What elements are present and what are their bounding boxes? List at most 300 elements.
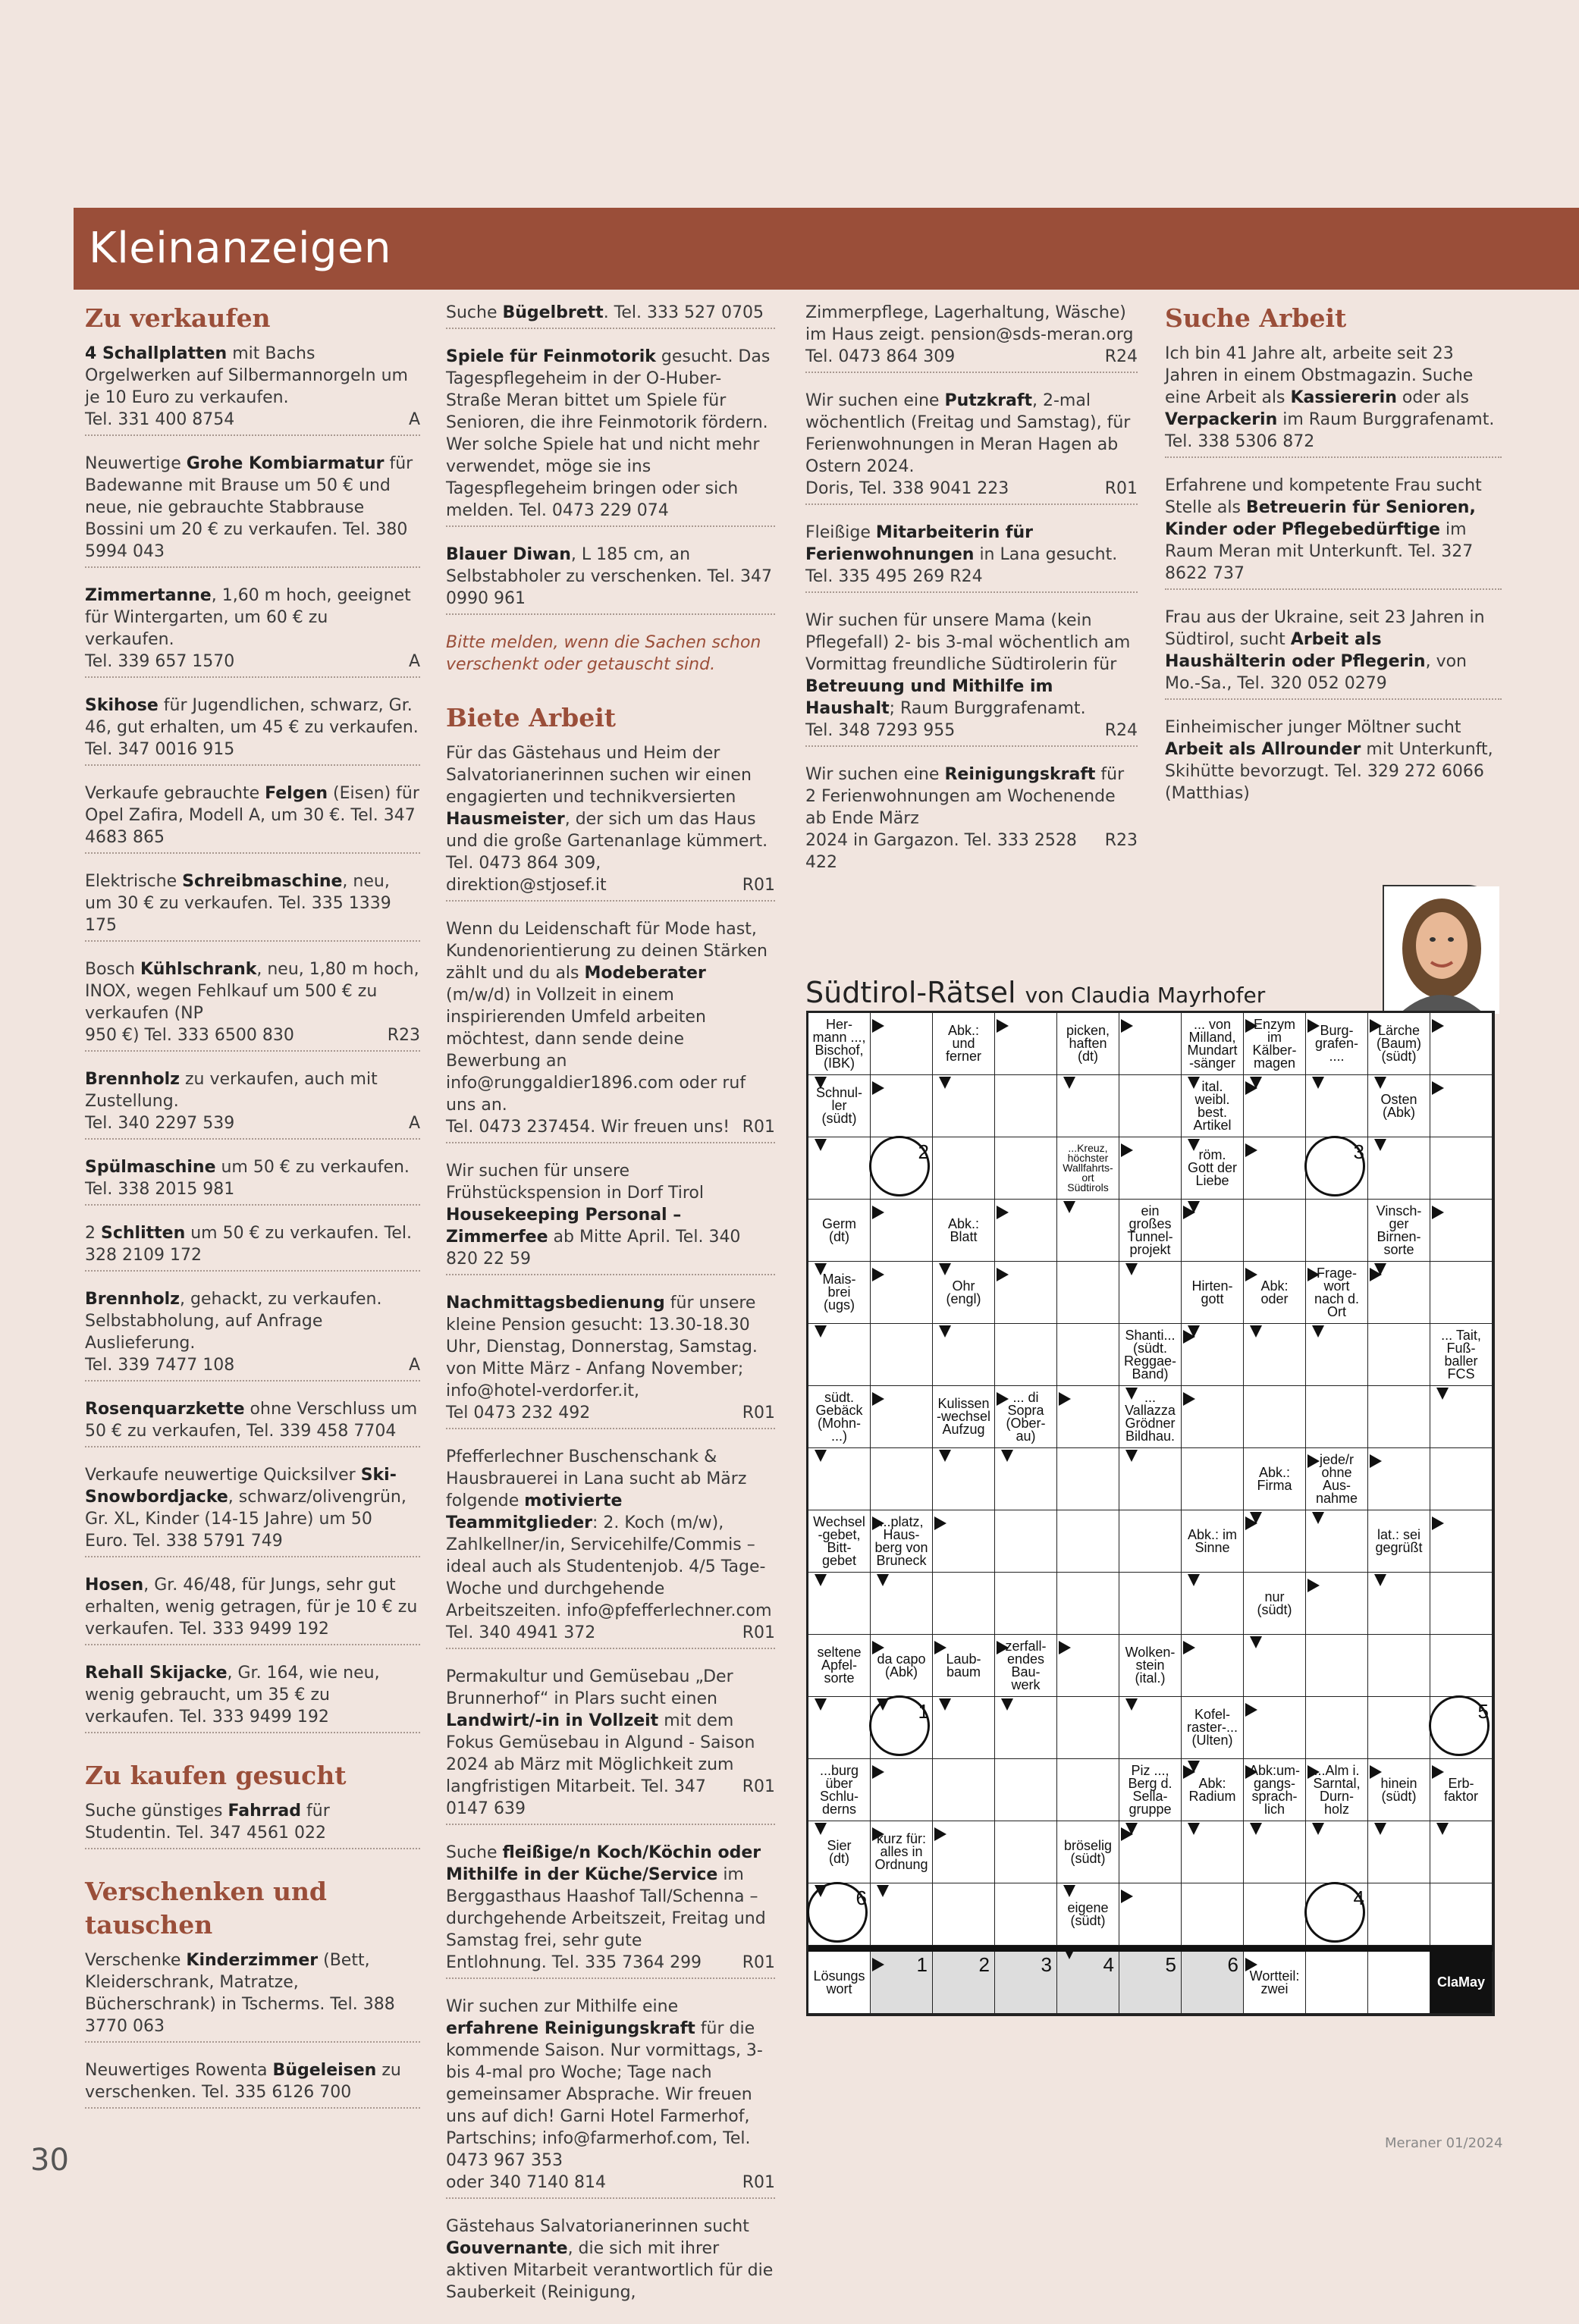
arrow-right-icon	[1245, 1268, 1257, 1281]
answer-cell[interactable]	[1244, 1386, 1306, 1448]
arrow-down-icon	[815, 1077, 827, 1089]
classified-ad	[446, 1446, 775, 1649]
answer-cell[interactable]	[1306, 1200, 1368, 1262]
heading-verschenken: Verschenken und tauschen	[85, 1877, 328, 1940]
ad-text: Verkaufe neuwertige Quicksilver Ski-Snowbordjacke, schwarz/olivengrün, Gr. XL, Kinder (14-15 Jahre) um 50 Euro. Tel. 338 5791 749	[85, 1466, 407, 1551]
classified-ad	[446, 1292, 775, 1429]
arrow-right-icon	[1370, 1765, 1382, 1779]
arrow-right-icon	[1370, 1268, 1382, 1281]
ad-code: R01	[742, 876, 775, 895]
ad-text: Gästehaus Salvatorianerinnen sucht Gouvernante, die sich mit ihrer aktiven Mitarbeit verantwortlich für die Sauberkeit (Reinigung,	[446, 2217, 774, 2302]
ad-text: Ich bin 41 Jahre alt, arbeite seit 23 Jahren in einem Obstmagazin. Suche eine Arbeit als Kassiererin oder als Verpackerin im Raum Burggrafenamt. Tel. 338 5306 872	[1165, 344, 1495, 451]
ad-contact-row	[446, 1952, 775, 1974]
answer-cell[interactable]	[1057, 1759, 1119, 1821]
ad-text: 4 Schallplatten mit Bachs Orgelwerken auf Silbermannorgeln um je 10 Euro zu verkaufen.	[85, 344, 408, 407]
ad-keyword: Gouvernante	[446, 2239, 568, 2258]
ad-text: Suche fleißige/n Koch/Köchin oder Mithilfe in der Küche/Service im Berggasthaus Haashof Tall/Schenna – durchgehende Arbeitszeit, Freitag und Samstag frei, sehr gute	[446, 1843, 766, 1950]
answer-cell[interactable]	[995, 1883, 1057, 1946]
arrow-right-icon	[872, 1268, 884, 1281]
ad-code: R24	[1104, 347, 1138, 366]
ad-text: Verkaufe gebrauchte Felgen (Eisen) für Opel Zafira, Modell A, um 30 €. Tel. 347 4683 865	[85, 784, 419, 847]
arrow-right-icon	[1307, 1268, 1320, 1281]
ad-code: R01	[742, 1623, 775, 1642]
ad-contact: Tel. 348 7293 955	[805, 721, 956, 740]
classified-ad	[85, 1949, 420, 2043]
arrow-down-icon	[1063, 1077, 1075, 1089]
clue-cell: ... Tait, Fuß- baller FCS	[1430, 1324, 1493, 1386]
ad-text: Für das Gästehaus und Heim der Salvatorianerinnen suchen wir einen engagierten und technikversierten Hausmeister, der sich um das Haus und die große Gartenanlage kümmert. Tel. 0473 864 309,	[446, 744, 768, 873]
clue-cell: Kofel- raster-... (Ulten)	[1182, 1697, 1244, 1759]
classified-ad	[805, 390, 1138, 505]
arrow-down-icon	[1374, 1139, 1386, 1151]
classified-ad	[446, 1996, 775, 2199]
arrow-down-icon	[815, 1325, 827, 1338]
arrow-right-icon	[934, 1827, 946, 1841]
solution-label: Lösungs wort	[808, 1952, 871, 2014]
answer-cell[interactable]	[1057, 1262, 1119, 1324]
answer-cell[interactable]	[1182, 1883, 1244, 1946]
ad-contact: Tel. 340 2297 539	[85, 1114, 235, 1133]
ad-code: A	[408, 410, 420, 429]
classified-ad	[85, 1398, 420, 1447]
answer-cell[interactable]	[933, 1573, 995, 1635]
clue-cell: da capo (Abk)	[871, 1635, 933, 1697]
arrow-down-icon	[939, 1450, 951, 1462]
arrow-down-icon	[1063, 1885, 1075, 1897]
arrow-right-icon	[1245, 1958, 1257, 1971]
clue-cell: Abk.: im Sinne	[1182, 1510, 1244, 1573]
ad-contact-row	[446, 1402, 775, 1424]
arrow-right-icon	[997, 1206, 1009, 1219]
answer-cell[interactable]	[1368, 1697, 1430, 1759]
clue-cell: südt. Gebäck (Mohn- ...)	[808, 1386, 871, 1448]
ad-text: Permakultur und Gemüsebau „Der Brunnerhof“ in Plars sucht einen Landwirt/-in in Vollzeit mit dem Fokus Gemüsebau in Algund - Saison 2024 ab März mit Möglichkeit zum	[446, 1667, 755, 1774]
answer-cell[interactable]	[995, 1573, 1057, 1635]
answer-cell[interactable]	[933, 1883, 995, 1946]
arrow-down-icon	[1374, 1574, 1386, 1586]
clue-cell: Hirten- gott	[1182, 1262, 1244, 1324]
ads-zu-verkaufen	[85, 343, 420, 1733]
classified-ad	[85, 1068, 420, 1140]
solution-number: 3	[1041, 1953, 1052, 1976]
arrow-right-icon	[872, 1019, 884, 1033]
notice-text: Bitte melden, wenn die Sachen schon verschenkt oder getauscht sind.	[446, 633, 761, 674]
clue-cell: ein großes Tunnel- projekt	[1119, 1200, 1182, 1262]
classified-ad	[85, 958, 420, 1052]
arrow-right-icon	[934, 1516, 946, 1530]
ad-keyword: Nachmittagsbedienung	[446, 1294, 665, 1313]
clue-cell: nur (südt)	[1244, 1573, 1306, 1635]
ad-keyword: 4 Schallplatten	[85, 344, 228, 363]
arrow-right-icon	[934, 1641, 946, 1654]
ad-contact: Tel. 339 7477 108	[85, 1356, 235, 1375]
ad-contact: 2024 in Gargazon. Tel. 333 2528 422	[805, 831, 1077, 872]
column-3	[805, 302, 1138, 894]
answer-cell[interactable]	[1306, 1635, 1368, 1697]
answer-cell[interactable]	[933, 1759, 995, 1821]
ad-keyword: Landwirt/-in in Vollzeit	[446, 1711, 659, 1730]
solution-index: 6	[855, 1886, 867, 1909]
ad-code: R01	[742, 1403, 775, 1422]
arrow-down-icon	[1188, 1823, 1200, 1835]
answer-cell[interactable]	[1430, 1137, 1493, 1200]
solution-number: 6	[1227, 1953, 1238, 1976]
arrow-right-icon	[1432, 1765, 1444, 1779]
classified-ad	[85, 783, 420, 854]
clue-cell: Wechsel -gebet, Bitt- gebet	[808, 1510, 871, 1573]
ad-keyword: Schlitten	[101, 1224, 186, 1243]
answer-cell[interactable]	[1430, 1448, 1493, 1510]
answer-cell[interactable]	[1368, 1635, 1430, 1697]
ad-text: Elektrische Schreibmaschine, neu, um 30 € zu verkaufen. Tel. 335 1339 175	[85, 872, 391, 935]
classified-ad	[446, 1842, 775, 1979]
ad-keyword: Kassiererin	[1290, 388, 1397, 407]
clue-cell: Lärche (Baum) (südt)	[1368, 1013, 1430, 1075]
arrow-down-icon	[1436, 1823, 1449, 1835]
classified-ad	[85, 343, 420, 436]
ad-text: Skihose für Jugendlichen, schwarz, Gr. 46, gut erhalten, um 45 € zu verkaufen. Tel. 347 0016 915	[85, 696, 419, 759]
arrow-right-icon	[1370, 1019, 1382, 1033]
answer-cell[interactable]	[1182, 1448, 1244, 1510]
ad-keyword: erfahrene Reinigungskraft	[446, 2019, 695, 2038]
answer-cell[interactable]	[1430, 1262, 1493, 1324]
ad-contact-row	[805, 830, 1138, 873]
arrow-down-icon	[815, 1263, 827, 1275]
arrow-right-icon	[1245, 1703, 1257, 1717]
column-2	[446, 302, 775, 2324]
answer-cell[interactable]	[995, 1324, 1057, 1386]
clue-cell: ... di Sopra (Ober- au)	[995, 1386, 1057, 1448]
clue-cell: Sier (dt)	[808, 1821, 871, 1883]
ad-keyword: fleißige/n Koch/Köchin oder Mithilfe in der Küche/Service	[446, 1843, 761, 1884]
clue-cell: Osten (Abk)	[1368, 1075, 1430, 1137]
clue-cell: Frage- wort nach d. Ort	[1306, 1262, 1368, 1324]
answer-cell[interactable]	[1244, 1200, 1306, 1262]
arrow-down-icon	[1125, 1263, 1138, 1275]
ad-keyword: Reinigungskraft	[944, 765, 1096, 784]
arrow-down-icon	[815, 1450, 827, 1462]
classified-ad	[805, 764, 1138, 877]
clue-cell: Enzym im Kälber- magen	[1244, 1013, 1306, 1075]
solution-cell	[1119, 1952, 1182, 2014]
ad-contact-row	[446, 1622, 775, 1644]
classified-ad	[1165, 607, 1502, 700]
ad-contact: Tel. 0473 864 309	[805, 347, 956, 366]
ad-code: A	[408, 1356, 420, 1375]
arrow-right-icon	[1121, 1019, 1133, 1033]
ad-keyword: Skihose	[85, 696, 159, 715]
arrow-down-icon	[1312, 1512, 1324, 1524]
ads-suche-arbeit	[1165, 343, 1502, 808]
answer-cell[interactable]	[1119, 1075, 1182, 1137]
ad-keyword: Rosenquarzkette	[85, 1400, 245, 1419]
arrow-down-icon	[1188, 1077, 1200, 1089]
arrow-down-icon	[877, 1698, 889, 1711]
arrow-right-icon	[1432, 1206, 1444, 1219]
arrow-down-icon	[939, 1698, 951, 1711]
arrow-right-icon	[1183, 1330, 1195, 1344]
ad-text: Wir suchen zur Mithilfe eine erfahrene Reinigungskraft für die kommende Saison. Nur vormittags, 3- bis 4-mal pro Woche; Tage nach gemeinsamer Absprache. Wir freuen uns auf dich! Garni Hotel Farmerhof, Partschins; info@farmerhof.com, Tel. 0473 967 353	[446, 1997, 763, 2170]
ads-biete-arbeit	[446, 742, 775, 2307]
arrow-right-icon	[1432, 1516, 1444, 1530]
clue-cell: hinein (südt)	[1368, 1759, 1430, 1821]
ad-text: Wir suchen für unsere Frühstückspension in Dorf Tirol Housekeeping Personal – Zimmerfee ab Mitte April. Tel. 340 820 22 59	[446, 1162, 741, 1269]
clue-cell: eigene (südt)	[1057, 1883, 1119, 1946]
solution-cell	[1182, 1952, 1244, 2014]
answer-cell[interactable]	[1057, 1324, 1119, 1386]
ad-contact: Tel. 340 4941 372	[446, 1623, 596, 1642]
solution-divider	[808, 1946, 1493, 1952]
ad-text: 2 Schlitten um 50 € zu verkaufen. Tel. 328 2109 172	[85, 1224, 413, 1265]
clue-cell: Laub- baum	[933, 1635, 995, 1697]
ad-keyword: Mitarbeiterin für Ferienwohnungen	[805, 523, 1033, 564]
ads-zu-kaufen	[85, 1800, 420, 1849]
solution-number: 1	[916, 1953, 928, 1976]
classified-ad	[1165, 343, 1502, 458]
answer-cell[interactable]	[871, 1137, 933, 1200]
answer-cell[interactable]	[995, 1821, 1057, 1883]
clue-cell: Abk.: Firma	[1244, 1448, 1306, 1510]
ad-keyword: Felgen	[265, 784, 328, 803]
ad-contact-row	[85, 651, 420, 673]
arrow-right-icon	[997, 1392, 1009, 1406]
arrow-right-icon	[872, 1081, 884, 1095]
ad-contact: langfristigen Mitarbeit. Tel. 347 0147 639	[446, 1777, 706, 1818]
arrow-right-icon	[1432, 1081, 1444, 1095]
answer-cell[interactable]	[1306, 1386, 1368, 1448]
section-banner	[74, 208, 1579, 290]
ad-contact-row	[805, 346, 1138, 368]
classified-ad	[85, 453, 420, 568]
ad-keyword: Kühlschrank	[140, 960, 257, 979]
answer-cell[interactable]	[995, 1510, 1057, 1573]
clue-cell: Abk: Radium	[1182, 1759, 1244, 1821]
ad-keyword: Spiele für Feinmotorik	[446, 347, 656, 366]
arrow-right-icon	[1307, 1579, 1320, 1592]
ad-text: Frau aus der Ukraine, seit 23 Jahren in Südtirol, sucht Arbeit als Haushälterin oder Pflegerin, von Mo.-Sa., Tel. 320 052 0279	[1165, 608, 1485, 693]
classified-ad	[446, 918, 775, 1143]
page-title: Kleinanzeigen	[89, 224, 391, 273]
clue-cell: zerfall- endes Bau- werk	[995, 1635, 1057, 1697]
answer-cell[interactable]	[1306, 1697, 1368, 1759]
clue-cell: kurz für: alles in Ordnung	[871, 1821, 933, 1883]
solution-cell	[1057, 1952, 1119, 2014]
arrow-down-icon	[815, 1885, 827, 1897]
arrow-down-icon	[1374, 1077, 1386, 1089]
arrow-right-icon	[1059, 1641, 1071, 1654]
arrow-right-icon	[1121, 1143, 1133, 1157]
clue-cell: Erb- faktor	[1430, 1759, 1493, 1821]
ad-contact: Tel. 331 400 8754	[85, 410, 235, 429]
arrow-down-icon	[1436, 1388, 1449, 1400]
classified-ad	[85, 1574, 420, 1645]
ad-code: R01	[742, 1953, 775, 1972]
ad-text: Suche günstiges Fahrrad für Studentin. Tel. 347 4561 022	[85, 1802, 330, 1843]
ad-keyword: Modeberater	[584, 964, 706, 983]
clue-cell: Burg- grafen- ....	[1306, 1013, 1368, 1075]
arrow-down-icon	[1188, 1574, 1200, 1586]
ad-keyword: Betreuung und Mithilfe im Haushalt	[805, 677, 1053, 718]
ad-text: Zimmertanne, 1,60 m hoch, geeignet für Wintergarten, um 60 € zu verkaufen.	[85, 586, 411, 649]
arrow-right-icon	[1245, 1765, 1257, 1779]
answer-cell[interactable]	[1057, 1510, 1119, 1573]
solution-number: 2	[978, 1953, 990, 1976]
ad-text: Verschenke Kinderzimmer (Bett, Kleiderschrank, Matratze, Bücherschrank) in Tscherms. Tel. 388 3770 063	[85, 1951, 395, 2036]
answer-cell[interactable]	[1368, 1386, 1430, 1448]
ad-keyword: Housekeeping Personal – Zimmerfee	[446, 1206, 682, 1247]
ad-text: Fleißige Mitarbeiterin für Ferienwohnungen in Lana gesucht. Tel. 335 495 269 R24	[805, 523, 1118, 586]
ad-keyword: Bügeleisen	[272, 2061, 377, 2080]
clue-cell: ...Kreuz, höchster Wallfahrts- ort Südtirols	[1057, 1137, 1119, 1200]
ad-keyword: Blauer Diwan	[446, 545, 571, 564]
arrow-down-icon	[1312, 1325, 1324, 1338]
classified-ad	[85, 1662, 420, 1733]
arrow-down-icon	[939, 1077, 951, 1089]
answer-cell[interactable]	[1368, 1883, 1430, 1946]
ad-keyword: Brennholz	[85, 1290, 180, 1309]
arrow-right-icon	[1245, 1516, 1257, 1530]
answer-cell[interactable]	[995, 1137, 1057, 1200]
arrow-down-icon	[1063, 1201, 1075, 1213]
ad-text: Einheimischer junger Möltner sucht Arbeit als Allrounder mit Unterkunft, Skihütte bevorzugt. Tel. 329 272 6066 (Matthias)	[1165, 718, 1493, 803]
arrow-right-icon	[1307, 1765, 1320, 1779]
clue-cell: seltene Apfel- sorte	[808, 1635, 871, 1697]
arrow-down-icon	[1250, 1325, 1262, 1338]
arrow-right-icon	[1059, 1392, 1071, 1406]
puzzle-title-main: Südtirol-Rätsel	[805, 976, 1016, 1009]
arrow-down-icon	[877, 1574, 889, 1586]
answer-cell[interactable]	[1368, 1952, 1430, 2014]
column-1	[85, 302, 420, 2125]
arrow-down-icon	[939, 1263, 951, 1275]
clue-cell: ital. weibl. best. Artikel	[1182, 1075, 1244, 1137]
arrow-down-icon	[1001, 1450, 1013, 1462]
arrow-right-icon	[1370, 1454, 1382, 1468]
answer-cell[interactable]	[1306, 1137, 1368, 1200]
ad-contact-row	[85, 1112, 420, 1134]
answer-cell[interactable]	[1306, 1883, 1368, 1946]
arrow-down-icon	[815, 1139, 827, 1151]
answer-cell[interactable]	[1430, 1573, 1493, 1635]
clue-cell: jede/r ohne Aus- nahme	[1306, 1448, 1368, 1510]
arrow-right-icon	[872, 1827, 884, 1841]
ad-contact-row	[85, 409, 420, 431]
answer-cell[interactable]	[1119, 1573, 1182, 1635]
answer-cell[interactable]	[995, 1075, 1057, 1137]
ad-keyword: Arbeit als Allrounder	[1165, 740, 1361, 759]
arrow-right-icon	[1121, 1827, 1133, 1841]
ad-contact-row	[85, 1024, 420, 1046]
ad-text: Blauer Diwan, L 185 cm, an Selbstabholer zu verschenken. Tel. 347 0990 961	[446, 545, 773, 608]
answer-cell[interactable]	[1368, 1324, 1430, 1386]
answer-cell[interactable]	[933, 1137, 995, 1200]
answer-cell[interactable]	[1057, 1573, 1119, 1635]
solution-cell	[995, 1952, 1057, 2014]
arrow-down-icon	[1001, 1698, 1013, 1711]
answer-cell[interactable]	[1057, 1697, 1119, 1759]
answer-cell[interactable]	[995, 1759, 1057, 1821]
classified-ad	[446, 2216, 775, 2307]
ad-text: Wir suchen eine Putzkraft, 2-mal wöchentlich (Freitag und Samstag), für Ferienwohnungen in Meran Hagen ab Ostern 2024.	[805, 391, 1131, 476]
arrow-right-icon	[1183, 1392, 1195, 1406]
ad-text: Rosenquarzkette ohne Verschluss um 50 € zu verkaufen, Tel. 339 458 7704	[85, 1400, 418, 1441]
answer-cell[interactable]	[871, 1324, 933, 1386]
answer-cell[interactable]	[1430, 1697, 1493, 1759]
classified-ad	[85, 695, 420, 766]
answer-cell[interactable]	[871, 1448, 933, 1510]
arrow-right-icon	[1183, 1765, 1195, 1779]
answer-cell[interactable]	[1306, 1952, 1368, 2014]
ad-text: Neuwertiges Rowenta Bügeleisen zu verschenken. Tel. 335 6126 700	[85, 2061, 401, 2102]
solution-number: 5	[1165, 1953, 1176, 1976]
ad-contact-row	[446, 1776, 775, 1820]
clue-cell: Schnul- ler (südt)	[808, 1075, 871, 1137]
clue-cell: Abk.: Blatt	[933, 1200, 995, 1262]
arrow-down-icon	[939, 1325, 951, 1338]
ad-code: A	[408, 1114, 420, 1133]
ad-code: R01	[742, 1777, 775, 1796]
heading-zu-verkaufen: Zu verkaufen	[85, 303, 271, 333]
clue-cell: ...Alm i. Sarntal, Durn- holz	[1306, 1759, 1368, 1821]
classified-ad	[85, 1800, 420, 1849]
answer-cell[interactable]	[1119, 1510, 1182, 1573]
ad-contact-row	[446, 1116, 775, 1138]
arrow-down-icon	[1250, 1636, 1262, 1648]
ad-contact: Tel. 339 657 1570	[85, 652, 235, 671]
ad-text: Hosen, Gr. 46/48, für Jungs, sehr gut erhalten, wenig getragen, für je 10 € zu verkaufen. Tel. 333 9499 192	[85, 1576, 418, 1639]
clue-cell: Abk:um- gangs- sprach- lich	[1244, 1759, 1306, 1821]
clue-cell: Germ (dt)	[808, 1200, 871, 1262]
classified-ad	[446, 544, 775, 615]
ad-code: R24	[1104, 721, 1138, 740]
solution-index: 2	[918, 1140, 929, 1163]
answer-cell[interactable]	[1430, 1883, 1493, 1946]
ad-keyword: Fahrrad	[228, 1802, 302, 1821]
answer-cell[interactable]	[1244, 1883, 1306, 1946]
arrow-right-icon	[1121, 1890, 1133, 1903]
ad-text: Wenn du Leidenschaft für Mode hast, Kundenorientierung zu deinen Stärken zählt und du als Modeberater (m/w/d) in Vollzeit in einem inspirierenden Umfeld arbeiten möchtest, dann sende deine Bewerbung an info@runggaldier1896.com oder ruf uns an.	[446, 920, 768, 1115]
ad-keyword: Spülmaschine	[85, 1158, 216, 1177]
ad-code: R23	[1104, 831, 1138, 850]
column-4	[1165, 302, 1502, 825]
ad-text: Spiele für Feinmotorik gesucht. Das Tagespflegeheim in der O-Huber-Straße Meran bittet um Spiele für Senioren, die ihre Feinmotorik fördern. Wer solche Spiele hat und nicht mehr verwendet, möge sie ins Tagespflegeheim bringen oder sich melden. Tel. 0473 229 074	[446, 347, 771, 520]
arrow-right-icon	[1307, 1454, 1320, 1468]
answer-cell[interactable]	[1057, 1448, 1119, 1510]
ad-code: A	[408, 652, 420, 671]
heading-suche-arbeit: Suche Arbeit	[1165, 303, 1347, 333]
page-number: 30	[30, 2143, 69, 2178]
arrow-right-icon	[872, 1958, 884, 1971]
arrow-right-icon	[1307, 1019, 1320, 1033]
clue-cell: Kulissen -wechsel Aufzug	[933, 1386, 995, 1448]
ad-keyword: Kinderzimmer	[186, 1951, 319, 1970]
ad-keyword: Putzkraft	[944, 391, 1032, 410]
ad-keyword: Hosen	[85, 1576, 144, 1595]
ad-contact: Entlohnung. Tel. 335 7364 299	[446, 1953, 702, 1972]
classified-ad	[805, 522, 1138, 593]
clue-cell: Wortteil: zwei	[1244, 1952, 1306, 2014]
classified-ad	[85, 1222, 420, 1272]
ad-keyword: motivierte Teammitglieder	[446, 1491, 623, 1532]
arrow-right-icon	[1245, 1143, 1257, 1157]
ad-contact-row	[446, 2172, 775, 2194]
clue-cell: ...burg über Schlu- derns	[808, 1759, 871, 1821]
ad-text: Neuwertige Grohe Kombiarmatur für Badewanne mit Brause um 50 € und neue, nie gebrauchte Stabbrause Bossini um 20 € zu verkaufen. Tel. 380 5994 043	[85, 454, 413, 561]
ad-keyword: Rehall Skijacke	[85, 1664, 228, 1683]
answer-cell[interactable]	[1430, 1635, 1493, 1697]
clue-cell: picken, haften (dt)	[1057, 1013, 1119, 1075]
ad-keyword: Arbeit als Haushälterin oder Pflegerin	[1165, 630, 1426, 671]
